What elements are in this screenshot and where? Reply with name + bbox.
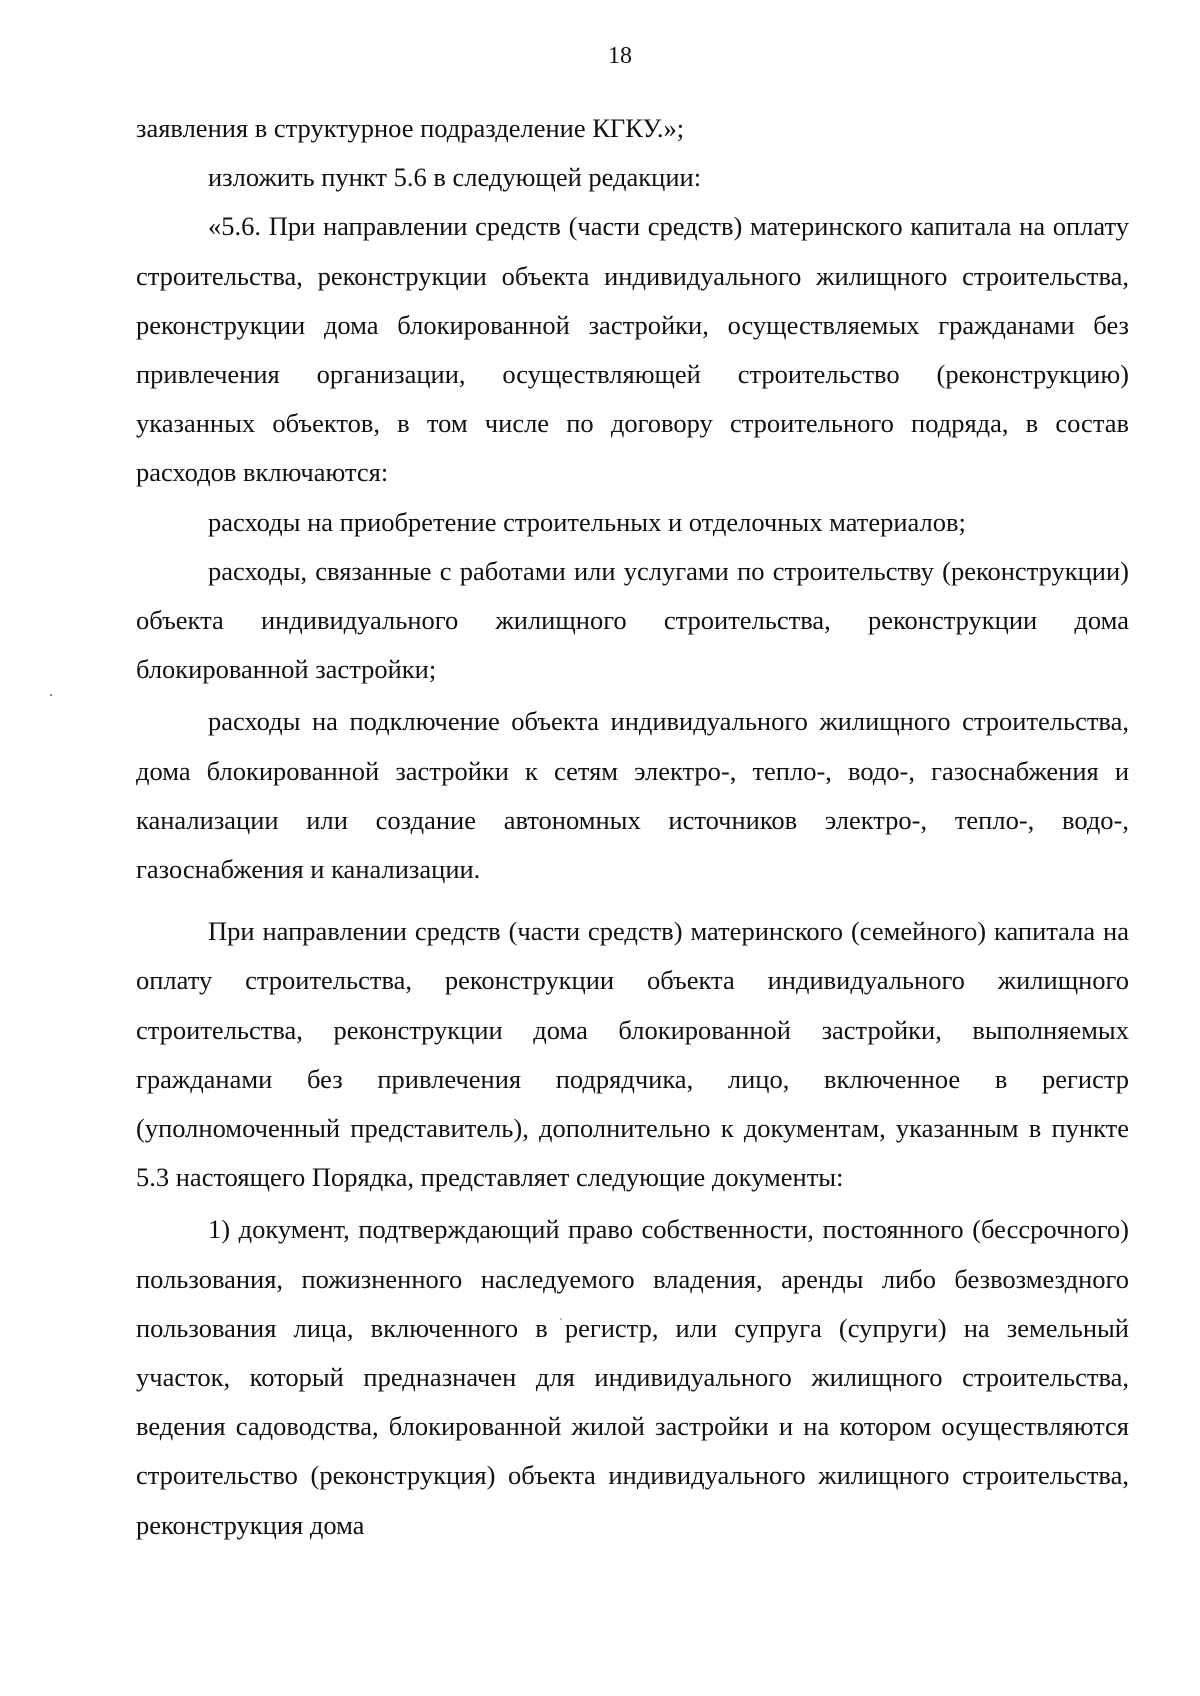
paragraph-document-1: 1) документ, подтверждающий право собственности, постоянного (бессрочного) пользования, пожизненного наследуемого владения, аренды либо безвозмездного пользования лица, включенного в регистр, или супруга (супруги) на земельный участок, который предназначен для индивидуального жилищного строительства, ведения садоводства, блокированной жилой застройки и на котором осуществляются строительство (реконструкция) объекта индивидуального жилищного строительства, реконструкция дома [136, 1214, 1129, 1540]
paragraph-amendment-intro: изложить пункт 5.6 в следующей редакции: [208, 162, 702, 193]
paragraph-expenses-materials: расходы на приобретение строительных и отделочных материалов; [208, 506, 966, 537]
paragraph-self-construction: При направлении средств (части средств) материнского (семейного) капитала на оплату строительства, реконструкции объекта индивидуального жилищного строительства, реконструкции дома блокированной застройки, выполняемых гражданами без привлечения подрядчика, лицо, включенное в регистр (уполномоченный представитель), дополнительно к документам, указанным в пункте 5.3 настоящего Порядка, представляет следующие документы: [136, 916, 1129, 1193]
paragraph-expenses-works: расходы, связанные с работами или услугами по строительству (реконструкции) объекта индивидуального жилищного строительства, реконструкции дома блокированной застройки; [136, 555, 1129, 685]
scan-margin-mark [50, 694, 52, 696]
paragraph-continuation: заявления в структурное подразделение КГКУ.»; [136, 113, 685, 143]
paragraph-clause-5-6: «5.6. При направлении средств (части средств) материнского капитала на оплату строительства, реконструкции объекта индивидуального жилищного строительства, реконструкции дома блокированной застройки, осуществляемых гражданами без привлечения организации, осуществляющей строительство (реконструкцию) указанных объектов, в том числе по договору строительного подряда, в состав расходов включаются: [136, 211, 1129, 488]
document-body [136, 104, 1129, 1550]
page-number: 18 [608, 43, 632, 69]
paragraph-expenses-connection: расходы на подключение объекта индивидуального жилищного строительства, дома блокированной застройки к сетям электро-, тепло-, водо-, газоснабжения и канализации или создание автономных источников электро-, тепло-, водо-, газоснабжения и канализации. [136, 706, 1129, 885]
